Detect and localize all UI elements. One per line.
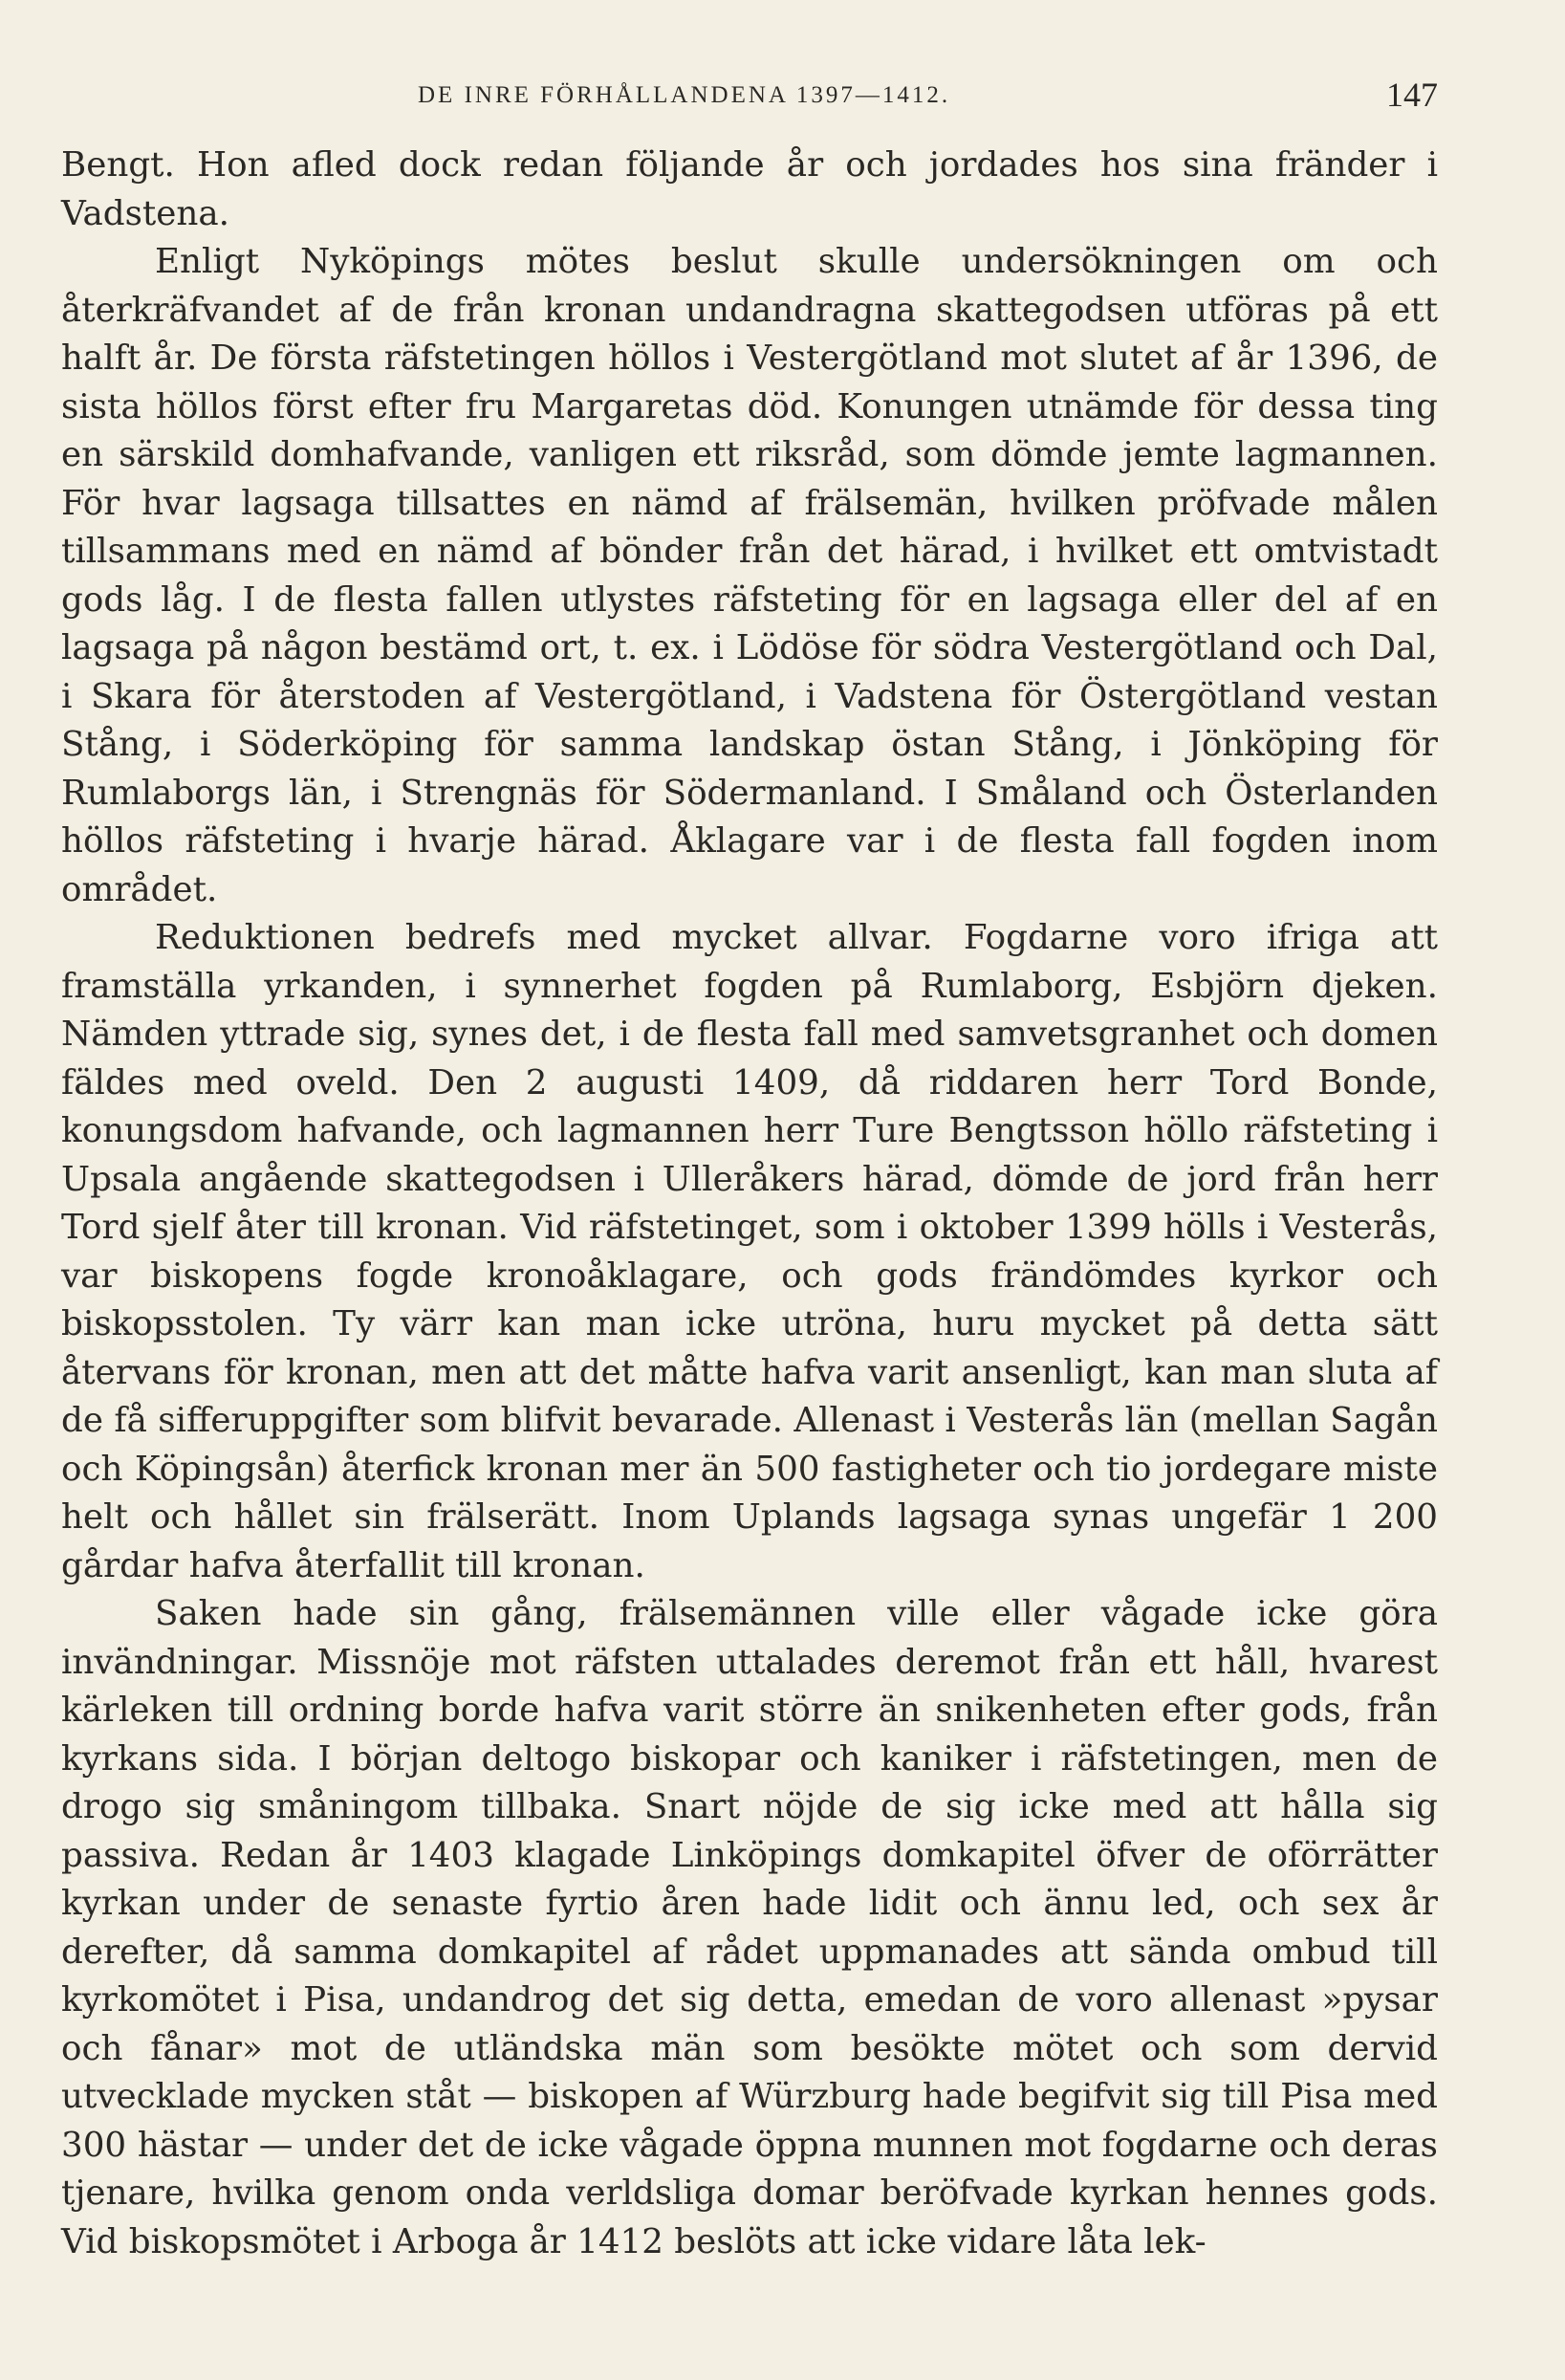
paragraph-saken: Saken hade sin gång, frälsemännen ville eller vågade icke göra invändningar. Missnöje mot räfsten uttalades deremot från ett håll, hvarest kärleken till ordning borde hafva varit större än snikenheten efter gods, från kyrkans sida. I början deltogo biskopar och kaniker i räfstetingen, men de drogo sig småningom tillbaka. Snart nöjde de sig icke med att hålla sig passiva. Redan år 1403 klagade Linköpings domkapitel öfver de oförrätter kyrkan under de senaste fyrtio åren hade lidit och ännu led, och sex år derefter, då samma domkapitel af rådet uppmanades att sända ombud till kyrkomötet i Pisa, undandrog det sig detta, emedan de voro allenast »pysar och fånar» mot de utländska män som besökte mötet och som dervid utvecklade mycken ståt — biskopen af Würzburg hade begifvit sig till Pisa med 300 hästar — under det de icke vågade öppna munnen mot fogdarne och deras tjenare, hvilka genom onda verldsliga domar beröfvade kyrkan hennes gods. Vid biskopsmötet i Arboga år 1412 beslöts att icke vidare låta lek- <box>61 1594 1438 2261</box>
body-text <box>61 142 1438 2266</box>
page-number: 147 <box>1386 76 1438 114</box>
paragraph-rafsteting: Enligt Nyköpings mötes beslut skulle undersökningen om och återkräfvandet af de från kronan undandragna skattegodsen utföras på ett halft år. De första räfstetingen höllos i Vestergötland mot slutet af år 1396, de sista höllos först efter fru Margaretas död. Konungen utnämde för dessa ting en särskild domhafvande, vanligen ett riksråd, som dömde jemte lagmannen. För hvar lagsaga tillsattes en nämd af frälsemän, hvilken pröfvade målen tillsammans med en nämd af bönder från det härad, i hvilket ett omtvistadt gods låg. I de flesta fallen utlystes räfsteting för en lagsaga eller del af en lagsaga på någon bestämd ort, t. ex. i Lödöse för södra Vestergötland och Dal, i Skara för återstoden af Vestergötland, i Vadstena för Östergötland vestan Stång, i Söderköping för samma landskap östan Stång, i Jönköping för Rumlaborgs län, i Strengnäs för Södermanland. I Småland och Österlanden höllos räfsteting i hvarje härad. Åklagare var i de flesta fall fogden inom området. <box>61 242 1438 909</box>
paragraph-reduktionen: Reduktionen bedrefs med mycket allvar. Fogdarne voro ifriga att framställa yrkanden, i synnerhet fogden på Rumlaborg, Esbjörn djeken. Nämden yttrade sig, synes det, i de flesta fall med samvetsgranhet och domen fäldes med oveld. Den 2 augusti 1409, då riddaren herr Tord Bonde, konungsdom hafvande, och lagmannen herr Ture Bengtsson höllo räfsteting i Upsala angående skattegodsen i Ulleråkers härad, dömde de jord från herr Tord sjelf åter till kronan. Vid räfstetinget, som i oktober 1399 hölls i Vesterås, var biskopens fogde kronoåklagare, och gods frändömdes kyrkor och biskopsstolen. Ty värr kan man icke utröna, huru mycket på detta sätt återvans för kronan, men att det måtte hafva varit ansenligt, kan man sluta af de få sifferuppgifter som blifvit bevarade. Allenast i Vesterås län (mellan Sagån och Köpingsån) återfick kronan mer än 500 fastigheter och tio jordegare miste helt och hållet sin frälserätt. Inom Uplands lagsaga synas ungefär 1 200 gårdar hafva återfallit till kronan. <box>61 918 1438 1585</box>
running-head: DE INRE FÖRHÅLLANDENA 1397—1412. <box>418 82 951 108</box>
page-header <box>61 71 1438 128</box>
paragraph-continued: Bengt. Hon afled dock redan följande år och jordades hos sina fränder i Vadstena. <box>61 145 1438 233</box>
